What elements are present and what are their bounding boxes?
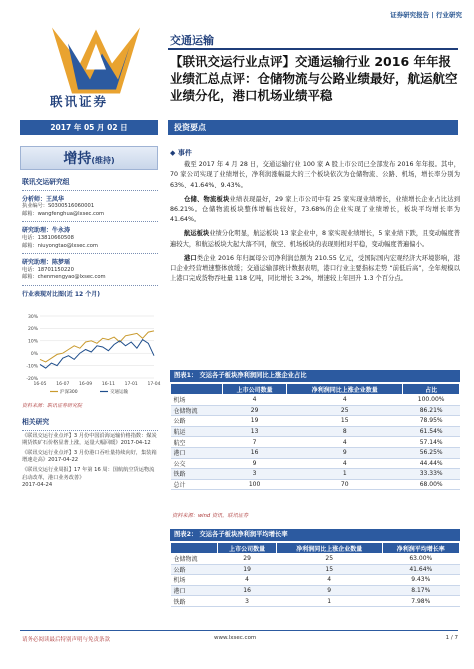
assistant2-email[interactable]: 邮箱：chenmengyao@lxsec.com <box>22 274 106 281</box>
category-divider <box>168 48 458 50</box>
table-cell: 86.21% <box>403 405 460 416</box>
table-cell: 1 <box>276 596 382 607</box>
related-title: 相关研究 <box>22 418 50 426</box>
y-tick-label: 20% <box>27 327 38 333</box>
table-cell: 4 <box>223 395 287 406</box>
divider <box>22 285 158 286</box>
analyst-info <box>22 176 158 299</box>
research-group: 联讯交运研究组 <box>22 178 70 186</box>
assistant2-label: 研究助理：陈梦瑶 <box>22 259 71 267</box>
x-tick-label: 17-04 <box>147 382 161 387</box>
table-cell: 9.43% <box>382 575 459 586</box>
y-tick-label: 0% <box>30 352 38 357</box>
table-cell: 16 <box>218 585 276 596</box>
table-row <box>171 447 460 458</box>
analyst-email[interactable]: 邮箱：wangfenghua@lxsec.com <box>22 210 105 217</box>
table-cell: 25 <box>287 405 403 416</box>
report-title: 【联讯交运行业点评】交通运输行业 2016 年年报业绩汇总点评：仓储物流与公路业绩最好，航运航空业绩分化，港口机场业绩平稳 <box>170 54 458 103</box>
chart-title: 行业表现对比图(近 12 个月) <box>22 290 101 298</box>
table-cell: 总计 <box>171 479 223 490</box>
related-item-date: 2017-04-24 <box>22 482 53 489</box>
table-cell: 仓储物流 <box>171 405 223 416</box>
assistant1-phone: 电话：13810660508 <box>22 234 74 241</box>
table-cell: 16 <box>223 447 287 458</box>
table-cell: 4 <box>287 395 403 406</box>
company-logo-text: 联讯证券 <box>50 94 109 109</box>
footer-disclaimer: 请务必阅读最后特别声明与免责条款 <box>22 637 111 643</box>
table1-title: 图表1： 交运各子板块净利润同比上涨企业占比 <box>170 370 460 382</box>
table-cell: 57.14% <box>403 437 460 448</box>
related-item[interactable]: 《联讯交运行业点评】3 月份港口吞吐量持续向好，集装箱增速走高》2017-04-22 <box>22 449 157 464</box>
table-cell: 铁路 <box>171 469 223 480</box>
table-row <box>171 416 460 427</box>
shipping-paragraph: 航运板块业绩分化明显，航运板块 13 家企业中，8 家实现业绩增长，5 家业绩下跌，且变动幅度普遍较大，和航运板块大起大落不同，航空、机场板块的表现则相对平稳，变动幅度普遍偏小。 <box>170 230 460 248</box>
footer-website[interactable]: www.lxsec.com <box>214 635 257 641</box>
table-cell: 3 <box>218 596 276 607</box>
table-cell: 9 <box>287 447 403 458</box>
table-cell: 公路 <box>171 564 218 575</box>
table-cell: 4 <box>287 458 403 469</box>
table-row <box>171 585 460 596</box>
table-cell: 70 <box>287 479 403 490</box>
table-cell: 15 <box>276 564 382 575</box>
divider <box>22 253 158 254</box>
legend-label: 沪深300 <box>60 390 78 395</box>
series-line <box>40 340 154 369</box>
table-cell: 100 <box>223 479 287 490</box>
performance-chart-svg <box>22 312 161 398</box>
table-cell: 44.44% <box>403 458 460 469</box>
investment-points <box>170 148 460 288</box>
investment-points-header: 投资要点 <box>168 120 458 135</box>
table-row <box>171 564 460 575</box>
table1-source: 资料来源：wind 资讯，联讯证券 <box>172 513 249 519</box>
table-header: 净利润同比上涨企业数量 <box>276 543 382 554</box>
table-cell: 港口 <box>171 585 218 596</box>
x-tick-label: 16-05 <box>33 382 47 387</box>
table-cell: 25 <box>276 554 382 565</box>
x-tick-label: 16-09 <box>79 382 93 387</box>
table-cell: 仓储物流 <box>171 554 218 565</box>
divider <box>22 190 158 191</box>
table-header: 净利润同比上涨企业数量 <box>287 384 403 395</box>
page-number: 1 / 7 <box>445 635 458 641</box>
assistant1-email[interactable]: 邮箱：niuyongtao@lxsec.com <box>22 242 98 249</box>
table-cell: 4 <box>276 575 382 586</box>
table-header: 上市公司数量 <box>223 384 287 395</box>
table-cell: 29 <box>218 554 276 565</box>
rating-badge <box>20 146 158 170</box>
table-cell: 港口 <box>171 447 223 458</box>
table-row <box>171 575 460 586</box>
table2 <box>170 542 460 607</box>
table-cell: 100.00% <box>403 395 460 406</box>
analyst-label: 分析师：王凤华 <box>22 195 65 203</box>
assistant2-phone: 电话：18701150220 <box>22 266 74 273</box>
table-cell: 68.00% <box>403 479 460 490</box>
x-tick-label: 16-07 <box>56 382 70 387</box>
x-tick-label: 17-01 <box>124 382 138 387</box>
table-row <box>171 458 460 469</box>
table-cell: 铁路 <box>171 596 218 607</box>
related-item[interactable]: 《联讯交运行业点评】3 月份中国沿海运输价格指数：煤炭期货铁矿石价格显著上涨，运量大幅回暖》2017-04-12 <box>22 432 157 447</box>
divider <box>22 221 158 222</box>
table-header <box>171 384 223 395</box>
table-row <box>171 479 460 490</box>
table-cell: 8 <box>287 426 403 437</box>
table-cell: 航空 <box>171 437 223 448</box>
table-cell: 7.98% <box>382 596 459 607</box>
table-row <box>171 405 460 416</box>
table-cell: 1 <box>287 469 403 480</box>
y-tick-label: 30% <box>27 314 38 320</box>
table-cell: 8.17% <box>382 585 459 596</box>
table-cell: 公路 <box>171 416 223 427</box>
table-cell: 41.64% <box>382 564 459 575</box>
divider <box>22 430 158 431</box>
table-cell: 63.00% <box>382 554 459 565</box>
table-row <box>171 554 460 565</box>
table2-title: 图表2： 交运各子板块净利润平均增长率 <box>170 529 460 541</box>
report-date: 2017 年 05 月 02 日 <box>20 120 158 135</box>
logistics-paragraph: 仓储、物流板块业绩表现最好，29 家上市公司中有 25 家实现业绩增长，业绩增长企业占比达到 86.21%。仓储物流板块整体增幅也较好，73.68%的企业实现了业绩增长，板块平均增长率为 41.64%。 <box>170 195 461 224</box>
table-row <box>171 469 460 480</box>
table-header: 占比 <box>403 384 460 395</box>
x-tick-label: 16-11 <box>101 382 115 387</box>
table-cell: 13 <box>223 426 287 437</box>
event-paragraph: 截至 2017 年 4 月 28 日，交通运输行业 100 家 A 股上市公司已全部发布 2016 年年报。其中，70 家公司实现了业绩增长，净利润涨幅最大的三个板块依次为仓储物流、公路、机场，增长率分别为 63%、41.64%、9.43%。 <box>170 161 460 189</box>
assistant1-label: 研究助理：牛永涛 <box>22 227 71 235</box>
industry-category: 交通运输 <box>170 34 214 47</box>
related-research <box>22 416 158 490</box>
rating-value: 增持 <box>63 151 92 167</box>
table-cell: 9 <box>276 585 382 596</box>
table-cell: 机场 <box>171 395 223 406</box>
table-header: 上市公司数量 <box>218 543 276 554</box>
table-cell: 61.54% <box>403 426 460 437</box>
analyst-line: 执业编号：S0300516060001 <box>22 203 95 210</box>
table-row <box>171 426 460 437</box>
chart-source: 资料来源：联讯证券研究院 <box>22 403 83 409</box>
event-heading: ◆ 事件 <box>170 149 192 157</box>
y-tick-label: 10% <box>27 339 38 345</box>
report-type-tag: 证券研究报告 | 行业研究 <box>390 11 462 19</box>
table-cell: 航运 <box>171 426 223 437</box>
table-cell: 9 <box>223 458 287 469</box>
related-item[interactable]: 《联讯交运行业周报】17 年第 16 周：国航航空货运物流启动改革，港口业务改善》 <box>22 466 155 481</box>
legend-label: 交通运输 <box>110 390 128 395</box>
table-cell: 78.95% <box>403 416 460 427</box>
table-cell: 19 <box>223 416 287 427</box>
table-header <box>171 543 218 554</box>
table-cell: 29 <box>223 405 287 416</box>
table-cell: 56.25% <box>403 447 460 458</box>
table-cell: 15 <box>287 416 403 427</box>
table-cell: 4 <box>218 575 276 586</box>
table-row <box>171 437 460 448</box>
table-cell: 7 <box>223 437 287 448</box>
table-row <box>171 596 460 607</box>
table-cell: 机场 <box>171 575 218 586</box>
rating-sub: (维持) <box>91 156 115 165</box>
table-cell: 3 <box>223 469 287 480</box>
y-tick-label: -20% <box>26 376 38 382</box>
y-tick-label: -10% <box>26 364 38 370</box>
table-cell: 公交 <box>171 458 223 469</box>
table-cell: 19 <box>218 564 276 575</box>
port-paragraph: 港口类企业 2016 年归属母公司净利润总额为 210.55 亿元，受国际国内宏观经济大环境影响，港口企业经营增速整体放缓；交通运输部统计数据表明，港口行业主要指标走势 “前低后高”，全年规模以上港口完成货物吞吐量 118 亿吨，同比增长 3.2%，增速较上年回升 1.3 个百分点。 <box>170 254 460 283</box>
table-cell: 33.33% <box>403 469 460 480</box>
table-cell: 4 <box>287 437 403 448</box>
industry-performance-chart <box>22 312 161 410</box>
table1 <box>170 383 460 490</box>
footer-divider <box>20 630 458 631</box>
table-header: 净利润平均增长率 <box>382 543 459 554</box>
table-row <box>171 395 460 406</box>
